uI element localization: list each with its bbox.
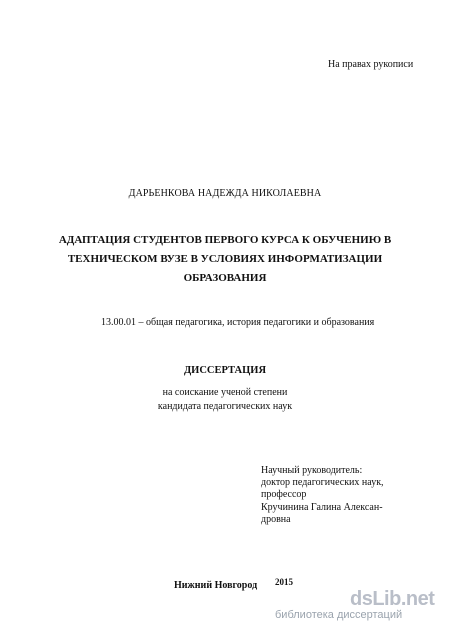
degree-line: на соискание ученой степени xyxy=(162,387,288,398)
watermark-logo-accent: .net xyxy=(400,588,435,610)
dslib-watermark-logo xyxy=(350,588,450,610)
author-name: ДАРЬЕНКОВА НАДЕЖДА НИКОЛАЕВНА xyxy=(128,188,322,199)
advisor-line: Научный руководитель: xyxy=(261,465,363,476)
scientific-advisor xyxy=(261,465,431,526)
title-line: ТЕХНИЧЕСКОМ ВУЗЕ В УСЛОВИЯХ ИНФОРМАТИЗАЦИИ xyxy=(67,253,383,265)
manuscript-note: На правах рукописи xyxy=(328,59,414,70)
advisor-line: доктор педагогических наук, xyxy=(261,477,384,489)
degree-line: кандидата педагогических наук xyxy=(157,401,293,412)
advisor-line: Кручинина Галина Алексан- xyxy=(261,501,383,513)
title-line: АДАПТАЦИЯ СТУДЕНТОВ ПЕРВОГО КУРСА К ОБУЧЕНИЮ В xyxy=(58,234,392,246)
watermark-subtitle: библиотека диссертаций xyxy=(275,609,403,621)
watermark-logo-text: dsLib xyxy=(350,588,401,610)
dissertation-title xyxy=(30,231,420,288)
advisor-line: дровна xyxy=(261,513,291,525)
specialty-code: 13.00.01 – общая педагогика, история педагогики и образования xyxy=(101,317,375,328)
city-name: Нижний Новгород xyxy=(174,580,258,591)
advisor-line: профессор xyxy=(261,489,307,501)
degree-description xyxy=(0,386,450,414)
document-type: ДИССЕРТАЦИЯ xyxy=(183,365,267,376)
year-partial: 2015 xyxy=(275,577,293,587)
title-line: ОБРАЗОВАНИЯ xyxy=(183,272,267,284)
